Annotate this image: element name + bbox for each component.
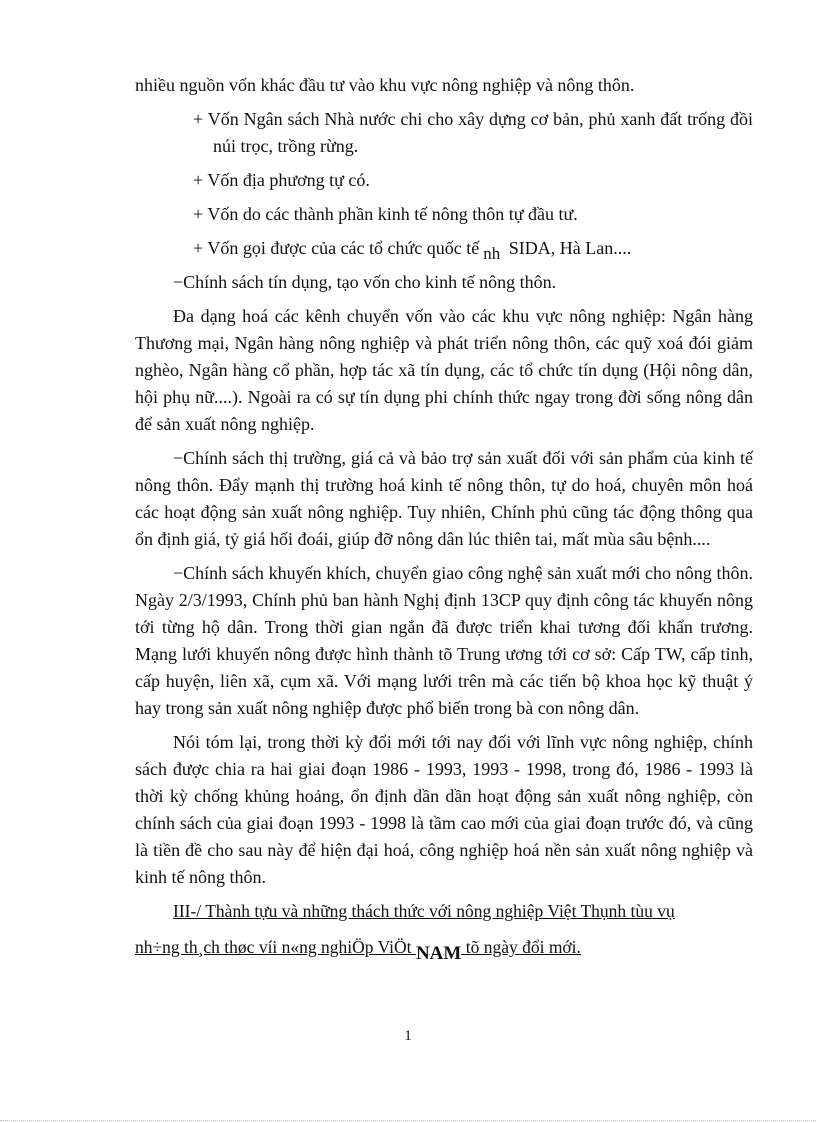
bullet-international-orgs bbox=[135, 235, 753, 262]
heading2-text-end: tõ ngày đổi mới. bbox=[465, 937, 581, 957]
paragraph-diversify-channels: Đa dạng hoá các kênh chuyển vốn vào các khu vực nông nghiệp: Ngân hàng Thương mại, Ngân hàng nông nghiệp và phát triển nông thôn, các quỹ xoá đói giảm nghèo, Ngân hàng cổ phần, hợp tác xã tín dụng, các tổ chức tín dụng (Hội nông dân, hội phụ nữ....). Ngoài ra có sự tín dụng phi chính thức ngay trong đời sống nông dân để sản xuất nông nghiệp. bbox=[135, 306, 753, 434]
page-number: 1 bbox=[404, 1028, 412, 1044]
section-heading-line1: III-/ Thành tựu và những thách thức với nông nghiệp Việt Thụnh tùu vụ bbox=[173, 901, 675, 921]
bullet4-text: + Vốn gọi được của các tổ chức quốc tế bbox=[193, 238, 480, 258]
heading2-text: nh÷ng th¸ch thøc víi n«ng nghiÖp ViÖt bbox=[135, 937, 412, 957]
section-heading-line2 bbox=[135, 932, 753, 963]
body-text bbox=[135, 72, 753, 970]
bullet4-text-end: SIDA, Hà Lan.... bbox=[508, 238, 632, 258]
paragraph-extension-policy: −Chính sách khuyến khích, chuyển giao công nghệ sản xuất mới cho nông thôn. Ngày 2/3/1993, Chính phủ ban hành Nghị định 13CP quy định công tác khuyến nông tới từng hộ dân. Trong thời gian ngắn đã được triển khai tương đối khẩn trương. Mạng lưới khuyến nông được hình thành tõ Trung ương tới cơ sở: Cấp TW, cấp tỉnh, cấp huyện, liên xã, cụm xã. Với mạng lưới trên mà các tiến bộ khoa học kỹ thuật ý hay trong sản xuất nông nghiệp được phổ biến trong bà con nông dân. bbox=[135, 563, 753, 718]
bullet-local-capital: + Vốn địa phương tự có. bbox=[193, 170, 370, 190]
heading2-big-word: NAM bbox=[415, 943, 462, 964]
paragraph-market-policy: −Chính sách thị trường, giá cả và bảo trợ sản xuất đối với sản phẩm của kinh tế nông thôn. Đẩy mạnh thị trường hoá kinh tế nông thôn, tự do hoá, chuyên môn hoá các hoạt động sản xuất nông nghiệp. Tuy nhiên, Chính phủ cũng tác động thông qua ổn định giá, tỷ giá hối đoái, giúp đỡ nông dân lúc thiên tai, mất mùa sâu bệnh.... bbox=[135, 448, 753, 549]
paragraph-credit-policy: −Chính sách tín dụng, tạo vốn cho kinh tế nông thôn. bbox=[173, 272, 557, 292]
bullet-economic-sectors: + Vốn do các thành phần kinh tế nông thôn tự đầu tư. bbox=[193, 204, 578, 224]
bullet-state-budget: + Vốn Ngân sách Nhà nước chi cho xây dựng cơ bản, phủ xanh đất trống đồi núi trọc, trồng rừng. bbox=[193, 109, 753, 156]
paragraph-intro-continuation: nhiều nguồn vốn khác đầu tư vào khu vực nông nghiệp và nông thôn. bbox=[135, 75, 635, 95]
page-bottom-divider bbox=[0, 1120, 816, 1121]
bullet4-subscript: nh bbox=[483, 244, 501, 263]
paragraph-summary: Nói tóm lại, trong thời kỳ đổi mới tới nay đối với lĩnh vực nông nghiệp, chính sách được chia ra hai giai đoạn 1986 - 1993, 1993 - 1998, trong đó, 1986 - 1993 là thời kỳ chống khủng hoảng, ổn định dần dần hoạt động sản xuất nông nghiệp, còn chính sách của giai đoạn 1993 - 1998 là tầm cao mới của giai đoạn trước đó, và cũng là tiền đề cho sau này để hiện đại hoá, công nghiệp hoá nền sản xuất nông nghiệp và kinh tế nông thôn. bbox=[135, 732, 753, 887]
